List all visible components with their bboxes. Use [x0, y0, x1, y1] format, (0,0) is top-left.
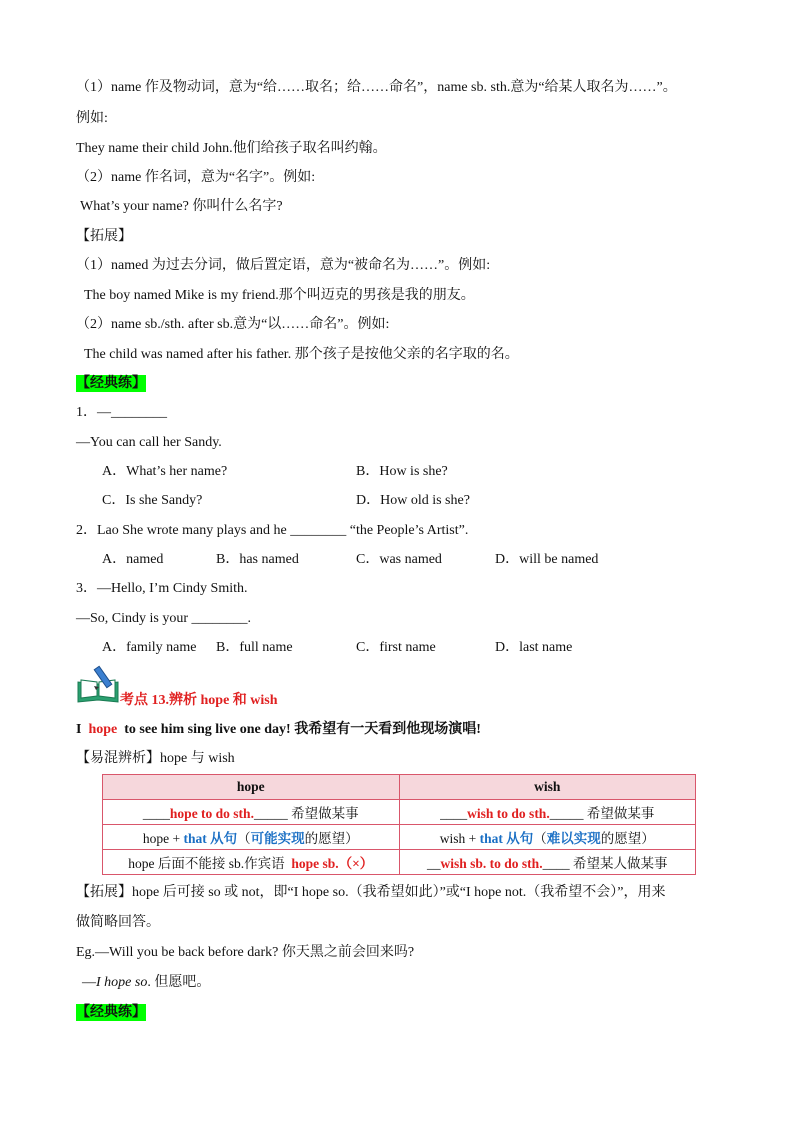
option-a: A．family name [102, 640, 197, 655]
text-line: The boy named Mike is my friend.那个叫迈克的男孩是我的朋友。 [84, 288, 475, 303]
table-row [103, 825, 696, 850]
text-line: 【拓展】 [76, 229, 132, 244]
option-c: C．first name [356, 640, 436, 655]
question-2: 2．Lao She wrote many plays and he ________ “the People’s Artist”. [76, 523, 469, 538]
option-c: C．Is she Sandy? [102, 493, 203, 508]
table-row [103, 800, 696, 825]
option-b: B．How is she? [356, 464, 448, 479]
table-header-wish: wish [399, 775, 696, 800]
hope-wish-table [102, 774, 696, 875]
example-answer: —I hope so. 但愿吧。 [82, 975, 211, 990]
option-a: A．What’s her name? [102, 464, 228, 479]
text-line: What’s your name? 你叫什么名字? [80, 199, 283, 214]
option-c: C．was named [356, 552, 442, 567]
confuse-label: 【易混辨析】hope 与 wish [76, 751, 235, 766]
text-line: They name their child John.他们给孩子取名叫约翰。 [76, 141, 387, 156]
text-line: （2）name 作名词，意为“名字”。例如: [76, 170, 316, 185]
book-pencil-icon [76, 664, 120, 704]
table-cell: hope + that 从句（可能实现的愿望） [103, 825, 400, 850]
practice-label: 【经典练】 [76, 376, 146, 391]
question-3-answer: —So, Cindy is your ________. [76, 611, 252, 626]
expand-line: 做简略回答。 [76, 915, 160, 930]
question-3: 3．—Hello, I’m Cindy Smith. [76, 581, 248, 596]
option-d: D．How old is she? [356, 493, 470, 508]
expand-line: 【拓展】hope 后可接 so 或 not，即“I hope so.（我希望如此）”或“I hope not.（我希望不会）”，用来 [76, 885, 666, 900]
practice-label: 【经典练】 [76, 1005, 146, 1020]
question-1-answer: —You can call her Sandy. [76, 435, 222, 450]
text-line: （1）name 作及物动词，意为“给……取名；给……命名”，name sb. sth.意为“给某人取名为……”。 [76, 80, 677, 95]
text-line: 例如: [76, 111, 108, 126]
example-line: Eg.—Will you be back before dark? 你天黑之前会回来吗? [76, 945, 415, 960]
section-example: I hope to see him sing live one day! 我希望有一天看到他现场演唱! [76, 722, 481, 737]
text-line: The child was named after his father. 那个孩子是按他父亲的名字取的名。 [84, 347, 519, 362]
table-cell: ____hope to do sth._____ 希望做某事 [103, 800, 400, 825]
table-cell: wish + that 从句（难以实现的愿望） [399, 825, 696, 850]
option-b: B．full name [216, 640, 293, 655]
option-d: D．last name [495, 640, 573, 655]
table-row [103, 850, 696, 875]
table-cell: ____wish to do sth._____ 希望做某事 [399, 800, 696, 825]
table-header-hope: hope [103, 775, 400, 800]
option-b: B．has named [216, 552, 299, 567]
text-line: （1）named 为过去分词，做后置定语，意为“被命名为……”。例如: [76, 258, 491, 273]
option-a: A．named [102, 552, 164, 567]
text-line: （2）name sb./sth. after sb.意为“以……命名”。例如: [76, 317, 390, 332]
option-d: D．will be named [495, 552, 599, 567]
section-title: 考点 13.辨析 hope 和 wish [120, 693, 278, 708]
table-cell: __wish sb. to do sth.____ 希望某人做某事 [399, 850, 696, 875]
table-cell: hope 后面不能接 sb.作宾语 hope sb.（×） [103, 850, 400, 875]
question-1: 1．—________ [76, 405, 167, 420]
